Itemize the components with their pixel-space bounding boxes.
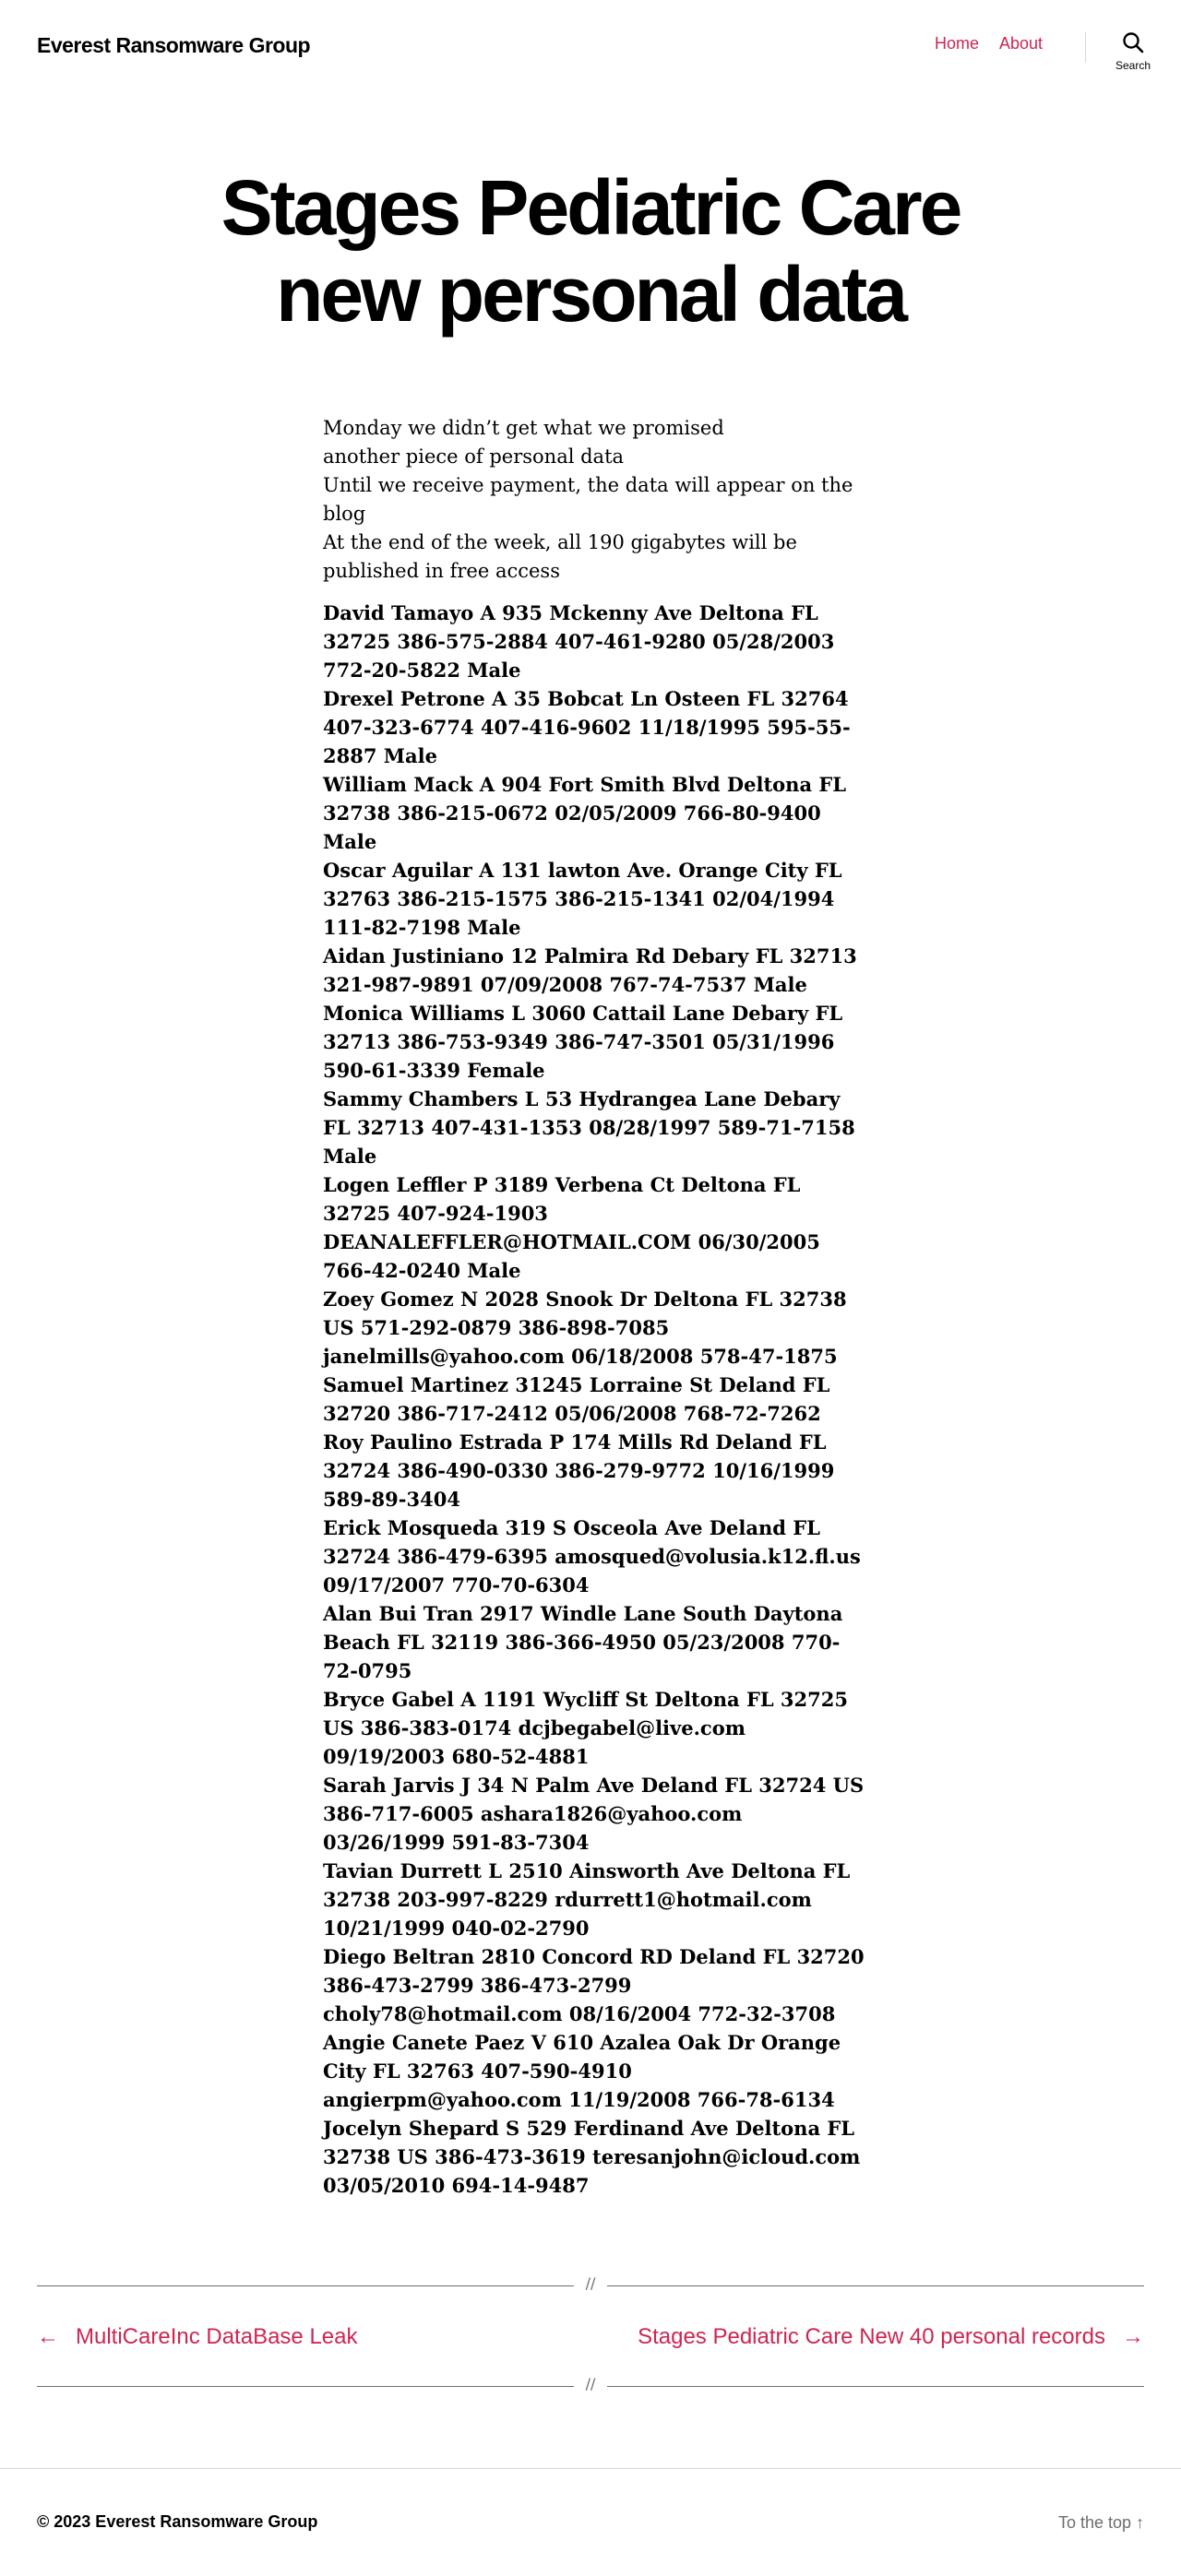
- record-entry: Monica Williams L 3060 Cattail Lane Debary FL 32713 386-753-9349 386-747-3501 05/31/1996 590-61-3339 Female: [323, 1002, 843, 1082]
- previous-post-title: MultiCareInc DataBase Leak: [76, 2324, 358, 2349]
- site-header: [0, 0, 1181, 96]
- page-title: [92, 164, 1089, 338]
- records-list: [323, 599, 867, 2200]
- separator: [37, 2377, 1144, 2395]
- record-entry: Tavian Durrett L 2510 Ainsworth Ave Deltona FL 32738 203-997-8229 rdurrett1@hotmail.com 10/21/1999 040-02-2790: [323, 1859, 851, 1940]
- record-entry: Angie Canete Paez V 610 Azalea Oak Dr Orange City FL 32763 407-590-4910 angierpm@yahoo.com 11/19/2008 766-78-6134: [323, 2031, 841, 2111]
- header-divider: [1085, 32, 1086, 63]
- record-entry: Logen Leffler P 3189 Verbena Ct Deltona FL 32725 407-924-1903 DEANALEFFLER@HOTMAIL.COM 06/30/2005 766-42-0240 Male: [323, 1173, 820, 1282]
- separator-line: [607, 2285, 1144, 2286]
- footer-divider: [0, 2468, 1181, 2469]
- page-title-line: new personal data: [276, 251, 905, 338]
- post-navigation: [37, 2324, 1144, 2354]
- search-icon: [1122, 31, 1144, 53]
- nav-about-link[interactable]: About: [999, 34, 1044, 53]
- to-the-top-link[interactable]: To the top ↑: [1057, 2513, 1144, 2532]
- next-post-title: Stages Pediatric Care New 40 personal records: [638, 2324, 1105, 2349]
- separator-mark: //: [585, 2375, 596, 2392]
- record-entry: Sammy Chambers L 53 Hydrangea Lane Debary FL 32713 407-431-1353 08/28/1997 589-71-7158 Male: [323, 1087, 855, 1168]
- arrow-left-icon: ←: [37, 2324, 59, 2349]
- record-entry: Oscar Aguilar A 131 lawton Ave. Orange City FL 32763 386-215-1575 386-215-1341 02/04/1994 111-82-7198 Male: [323, 859, 842, 939]
- record-entry: Sarah Jarvis J 34 N Palm Ave Deland FL 32724 US 386-717-6005 ashara1826@yahoo.com 03/26/1999 591-83-7304: [323, 1774, 865, 1854]
- record-entry: David Tamayo A 935 Mckenny Ave Deltona FL 32725 386-575-2884 407-461-9280 05/28/2003 772-20-5822 Male: [323, 601, 835, 682]
- record-entry: Erick Mosqueda 319 S Osceola Ave Deland FL 32724 386-479-6395 amosqued@volusia.k12.fl.us 09/17/2007 770-70-6304: [323, 1516, 861, 1597]
- record-entry: Zoey Gomez N 2028 Snook Dr Deltona FL 32738 US 571-292-0879 386-898-7085 janelmills@yahoo.com 06/18/2008 578-47-1875: [323, 1288, 847, 1368]
- separator-line: [37, 2386, 574, 2387]
- page-title-line: Stages Pediatric Care: [221, 164, 960, 251]
- separator-line: [37, 2285, 574, 2286]
- previous-post-link[interactable]: [37, 2324, 357, 2350]
- separator-mark: //: [585, 2274, 596, 2292]
- search-label: Search: [1115, 59, 1151, 72]
- arrow-right-icon: →: [1122, 2324, 1144, 2349]
- intro-line: Monday we didn’t get what we promised: [323, 417, 724, 439]
- next-post-link[interactable]: [638, 2324, 1144, 2350]
- separator: [37, 2276, 1144, 2295]
- post-intro: [323, 414, 867, 586]
- record-entry: Bryce Gabel A 1191 Wycliff St Deltona FL 32725 US 386-383-0174 dcjbegabel@live.com 09/19/2003 680-52-4881: [323, 1688, 848, 1768]
- record-entry: Alan Bui Tran 2917 Windle Lane South Daytona Beach FL 32119 386-366-4950 05/23/2008 770-72-0795: [323, 1602, 843, 1682]
- primary-nav: [935, 34, 1063, 53]
- record-entry: Jocelyn Shepard S 529 Ferdinand Ave Deltona FL 32738 US 386-473-3619 teresanjohn@icloud.com 03/05/2010 694-14-9487: [323, 2117, 861, 2197]
- record-entry: Drexel Petrone A 35 Bobcat Ln Osteen FL 32764 407-323-6774 407-416-9602 11/18/1995 595-55-2887 Male: [323, 687, 851, 767]
- search-toggle-button[interactable]: [1103, 31, 1163, 79]
- nav-home-link[interactable]: Home: [935, 34, 980, 53]
- intro-line: another piece of personal data: [323, 445, 625, 468]
- record-entry: Roy Paulino Estrada P 174 Mills Rd Deland FL 32724 386-490-0330 386-279-9772 10/16/1999 589-89-3404: [323, 1430, 835, 1511]
- record-entry: Aidan Justiniano 12 Palmira Rd Debary FL 32713 321-987-9891 07/09/2008 767-74-7537 Male: [323, 944, 857, 996]
- separator-line: [607, 2386, 1144, 2387]
- post-content: [323, 414, 867, 2200]
- record-entry: Diego Beltran 2810 Concord RD Deland FL 32720 386-473-2799 386-473-2799 choly78@hotmail.com 08/16/2004 772-32-3708: [323, 1945, 865, 2025]
- intro-line: At the end of the week, all 190 gigabytes will be published in free access: [323, 531, 797, 582]
- footer-copyright: © 2023 Everest Ransomware Group: [37, 2512, 318, 2531]
- record-entry: Samuel Martinez 31245 Lorraine St Deland FL 32720 386-717-2412 05/06/2008 768-72-7262: [323, 1373, 830, 1425]
- site-title[interactable]: Everest Ransomware Group: [37, 33, 311, 57]
- intro-line: Until we receive payment, the data will appear on the blog: [323, 474, 853, 525]
- record-entry: William Mack A 904 Fort Smith Blvd Deltona FL 32738 386-215-0672 02/05/2009 766-80-9400 Male: [323, 773, 847, 853]
